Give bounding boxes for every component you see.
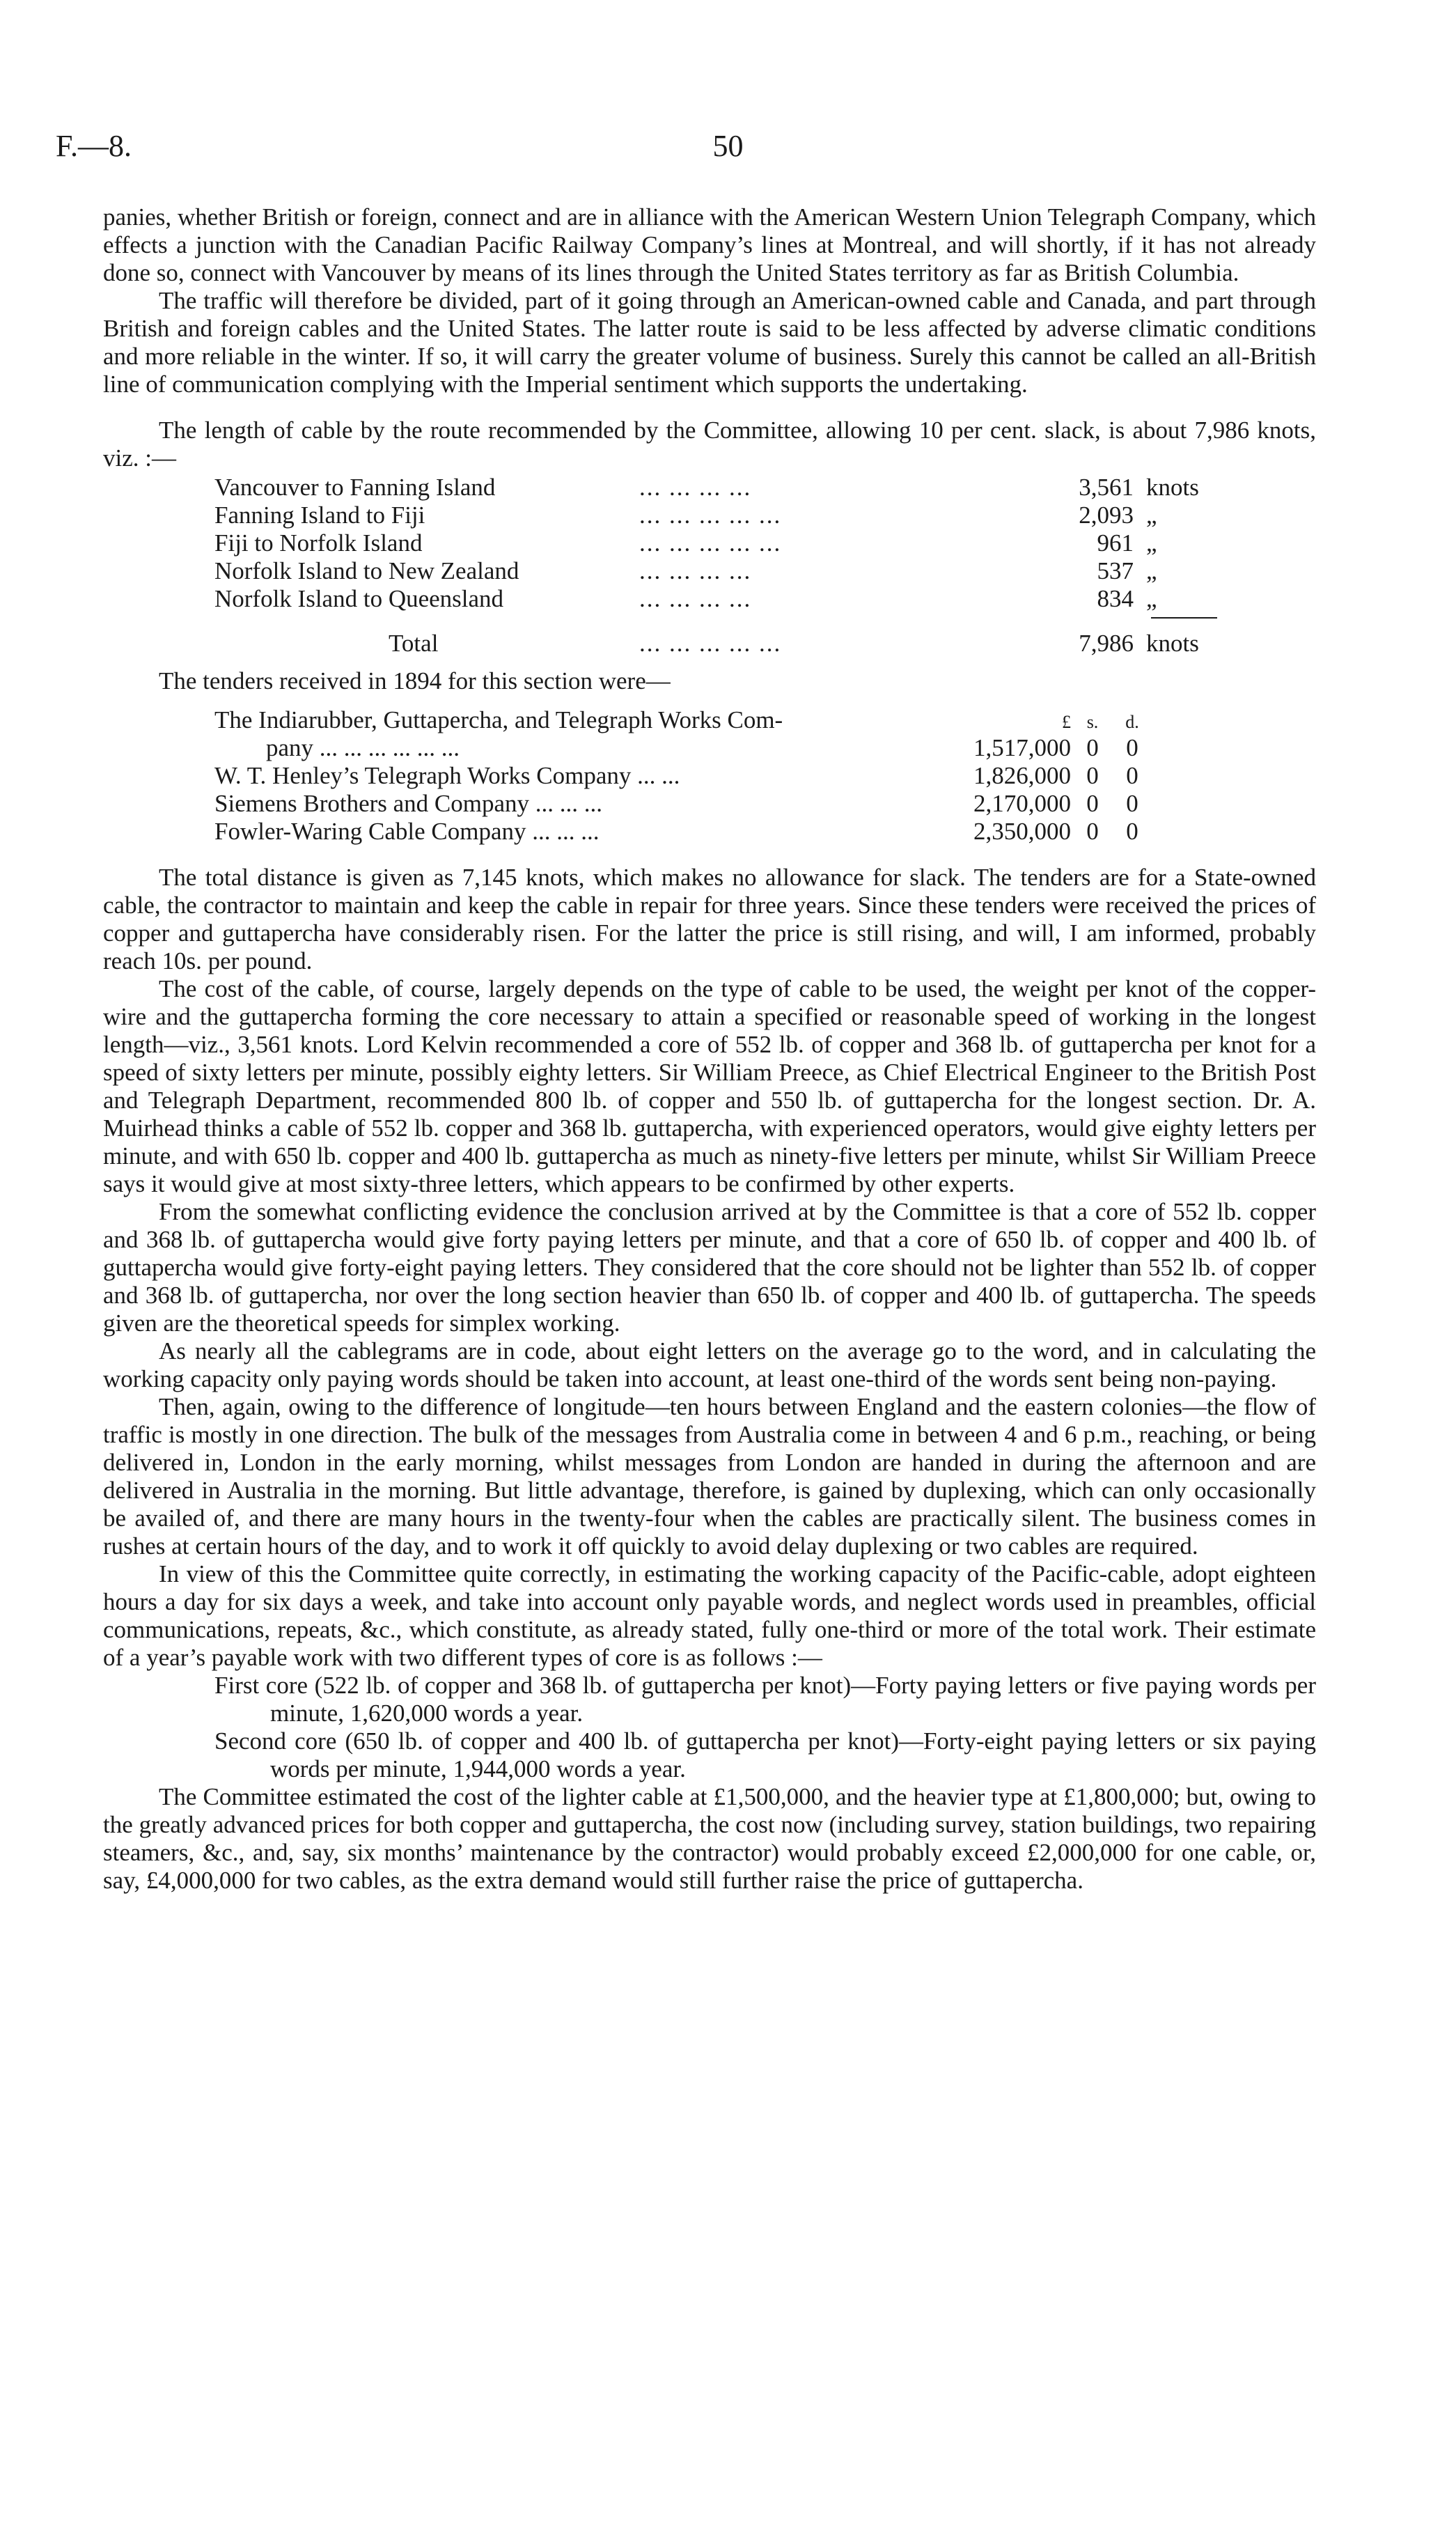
- pence-header: d.: [1125, 712, 1139, 732]
- total-row: [214, 630, 1308, 658]
- paragraph: Then, again, owing to the difference of longitude—ten hours between England and the eastern colonies—the flow of traffic is mostly in one direction. The bulk of the messages from Australia come in between 4 and 6 p.m., reaching, or being delivered in, London in the early morning, whilst messages from London are handed in during the afternoon and are delivered in Australia in the morning. But little advantage, therefore, is gained by duplexing, which can only occasionally be availed of, and there are many hours in the twenty-four when the cables are practically silent. The business comes in rushes at certain hours of the day, and to work it off quickly to avoid delay duplexing or two cables are required.: [103, 1393, 1316, 1560]
- table-row: [214, 474, 1308, 502]
- tender-pence: 0: [1126, 790, 1138, 817]
- table-row: [214, 502, 1308, 529]
- table-row: [214, 734, 1308, 762]
- route-unit: „: [1146, 585, 1157, 612]
- route-unit: „: [1146, 502, 1157, 529]
- table-header: [214, 706, 1308, 734]
- table-row: [214, 762, 1308, 790]
- paragraph: The cost of the cable, of course, largely depends on the type of cable to be used, the weight per knot of the copper-wire and the guttapercha forming the core necessary to attain a specified or reasonable speed of working in the longest length—viz., 3,561 knots. Lord Kelvin recommended a core of 552 lb. of copper and 368 lb. of guttapercha per knot for a speed of sixty letters per minute, possibly eighty letters. Sir William Preece, as Chief Electrical Engineer to the British Post and Telegraph Department, recommended 800 lb. of copper and 550 lb. of guttapercha for the longest section. Dr. A. Muirhead thinks a cable of 552 lb. copper and 368 lb. guttapercha, with experienced operators, would give eighty letters per minute, and with 650 lb. copper and 400 lb. guttapercha as much as ninety-five letters per minute, whilst Sir William Preece says it would give at most sixty-three letters, which appears to be confirmed by other experts.: [103, 975, 1316, 1197]
- leader-dots: ... ... ... ... ...: [639, 502, 782, 529]
- page-body: [103, 203, 1316, 1895]
- leader-dots: ... ... ... ...: [639, 585, 752, 612]
- tenders-table: [214, 706, 1308, 846]
- table-row: [214, 557, 1308, 585]
- paragraph: The tenders received in 1894 for this section were—: [159, 667, 671, 694]
- route-knots: 3,561: [1079, 474, 1134, 501]
- tender-shillings: 0: [1086, 818, 1099, 845]
- total-knots: 7,986: [1079, 630, 1134, 657]
- paragraph: In view of this the Committee quite correctly, in estimating the working capacity of the Pacific-cable, adopt eighteen hours a day for six days a week, and take into account only payable words, and neglect words used in preambles, official communications, repeats, &c., which constitute, as already stated, fully one-third or more of the total work. Their estimate of a year’s payable work with two different types of core is as follows :—: [103, 1560, 1316, 1671]
- tender-pence: 0: [1126, 734, 1138, 761]
- route-name: Vancouver to Fanning Island: [214, 474, 496, 501]
- route-unit: „: [1146, 529, 1157, 557]
- tender-pounds: 1,517,000: [973, 734, 1071, 761]
- paragraph: The Committee estimated the cost of the lighter cable at £1,500,000, and the heavier type at £1,800,000; but, owing to the greatly advanced prices for both copper and guttapercha, the cost now (including survey, station buildings, two repairing steamers, &c., and, say, six months’ maintenance by the contractor) would probably exceed £2,000,000 for one cable, or, say, £4,000,000 for two cables, as the extra demand would still further raise the price of guttapercha.: [103, 1783, 1316, 1894]
- table-row: [214, 529, 1308, 557]
- cable-distance-table: [214, 474, 1308, 658]
- tender-name-continued: pany ... ... ... ... ... ...: [266, 734, 460, 761]
- tender-pounds: 2,350,000: [973, 818, 1071, 845]
- page-header: [56, 129, 1400, 174]
- paragraph: The traffic will therefore be divided, part of it going through an American-owned cable and Canada, and part through British and foreign cables and the United States. The latter route is said to be less affected by adverse climatic conditions and more reliable in the winter. If so, it will carry the greater volume of business. Surely this cannot be called an all-British line of communication complying with the Imperial sentiment which supports the undertaking.: [103, 287, 1316, 398]
- paragraph: The length of cable by the route recommended by the Committee, allowing 10 per cent. slack, is about 7,986 knots, viz. :—: [103, 417, 1316, 472]
- leader-dots: ... ... ... ...: [639, 557, 752, 584]
- tender-shillings: 0: [1086, 734, 1099, 761]
- core-estimate-first: First core (522 lb. of copper and 368 lb. of guttapercha per knot)—Forty paying letters or five paying words per minute, 1,620,000 words a year.: [214, 1672, 1316, 1727]
- tender-shillings: 0: [1086, 762, 1099, 789]
- route-name: Norfolk Island to New Zealand: [214, 557, 519, 584]
- route-knots: 2,093: [1079, 502, 1134, 529]
- leader-dots: ... ... ... ... ...: [639, 529, 782, 557]
- pounds-header: £: [1062, 712, 1071, 732]
- paragraph: The total distance is given as 7,145 knots, which makes no allowance for slack. The tenders are for a State-owned cable, the contractor to maintain and keep the cable in repair for three years. Since these tenders were received the prices of copper and guttapercha have considerably risen. For the latter the price is still rising, and will, I am informed, probably reach 10s. per pound.: [103, 864, 1316, 974]
- route-knots: 834: [1097, 585, 1134, 612]
- table-row: [214, 818, 1308, 846]
- route-name: Fanning Island to Fiji: [214, 502, 425, 529]
- table-row: [214, 585, 1308, 613]
- tender-pence: 0: [1126, 762, 1138, 789]
- tender-name: W. T. Henley’s Telegraph Works Company ... ...: [214, 762, 680, 789]
- paragraph: panies, whether British or foreign, connect and are in alliance with the American Western Union Telegraph Company, which effects a junction with the Canadian Pacific Railway Company’s lines at Montreal, and will shortly, if it has not already done so, connect with Vancouver by means of its lines through the United States territory as far as British Columbia.: [103, 203, 1316, 286]
- page-number: 50: [712, 129, 744, 163]
- table-row: [214, 790, 1308, 818]
- route-knots: 961: [1097, 529, 1134, 557]
- shillings-header: s.: [1086, 712, 1099, 732]
- tender-name: The Indiarubber, Guttapercha, and Telegraph Works Com-: [214, 706, 783, 733]
- leader-dots: ... ... ... ...: [639, 474, 752, 501]
- leader-dots: ... ... ... ... ...: [639, 630, 782, 657]
- tender-pence: 0: [1126, 818, 1138, 845]
- route-name: Norfolk Island to Queensland: [214, 585, 504, 612]
- document-reference: F.—8.: [56, 129, 132, 163]
- tender-pounds: 2,170,000: [973, 790, 1071, 817]
- route-knots: 537: [1097, 557, 1134, 584]
- route-unit: knots: [1146, 474, 1199, 501]
- tender-name: Fowler-Waring Cable Company ... ... ...: [214, 818, 600, 845]
- route-unit: „: [1146, 557, 1157, 584]
- total-unit: knots: [1146, 630, 1199, 657]
- core-estimate-second: Second core (650 lb. of copper and 400 lb. of guttapercha per knot)—Forty-eight paying letters or six paying words per minute, 1,944,000 words a year.: [214, 1727, 1316, 1782]
- tender-name: Siemens Brothers and Company ... ... ...: [214, 790, 603, 817]
- paragraph: As nearly all the cablegrams are in code, about eight letters on the average go to the word, and in calculating the working capacity only paying words should be taken into account, at least one-third of the words sent being non-paying.: [103, 1337, 1316, 1392]
- route-name: Fiji to Norfolk Island: [214, 529, 423, 557]
- tender-shillings: 0: [1086, 790, 1099, 817]
- total-label: Total: [389, 630, 439, 657]
- total-rule: [1151, 617, 1217, 619]
- tender-pounds: 1,826,000: [973, 762, 1071, 789]
- paragraph: From the somewhat conflicting evidence the conclusion arrived at by the Committee is that a core of 552 lb. copper and 368 lb. of guttapercha would give forty paying letters per minute, and that a core of 650 lb. of copper and 400 lb. of guttapercha would give forty-eight paying letters. They considered that the core should not be lighter than 552 lb. of copper and 368 lb. of guttapercha, nor over the long section heavier than 650 lb. of copper and 400 lb. of guttapercha. The speeds given are the theoretical speeds for simplex working.: [103, 1198, 1316, 1337]
